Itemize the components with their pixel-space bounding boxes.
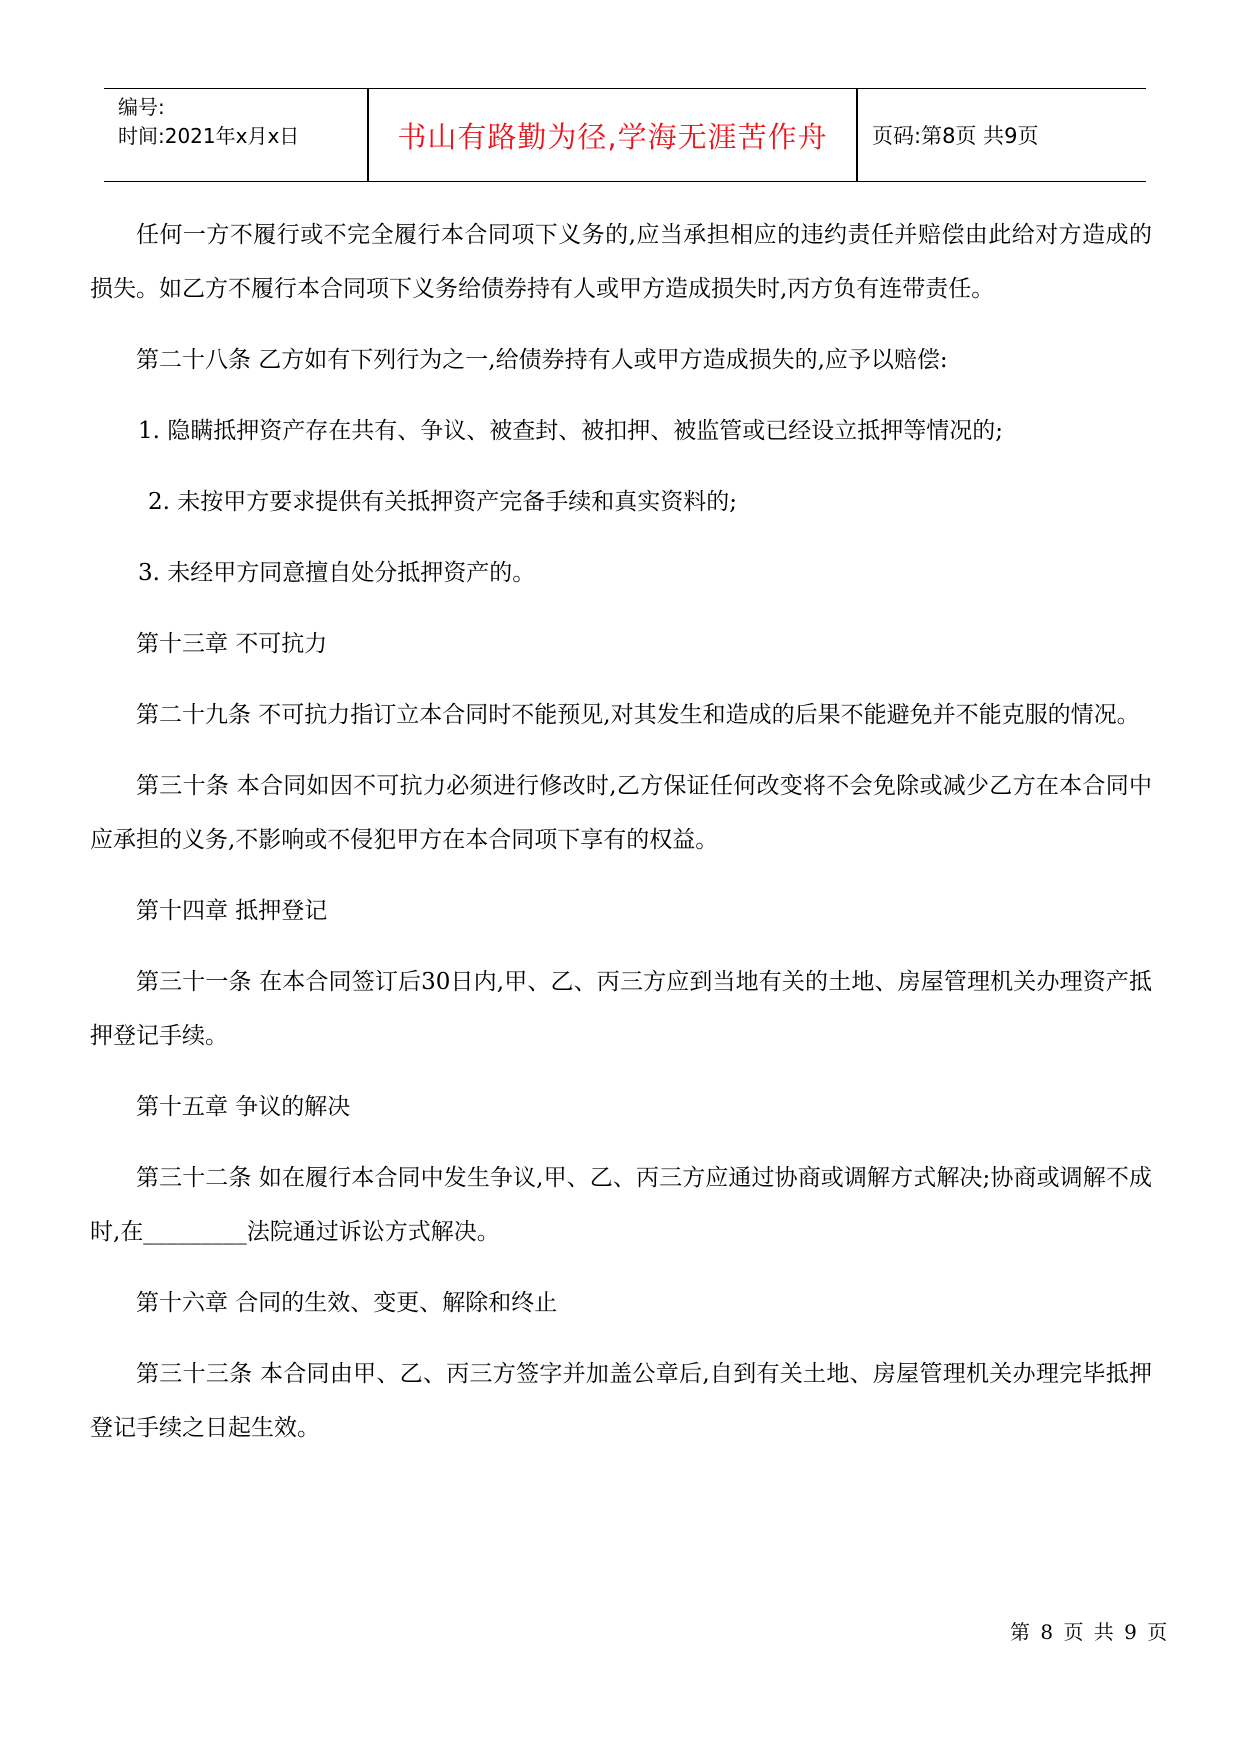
header-meta bbox=[118, 93, 368, 151]
list-item: 1. 隐瞒抵押资产存在共有、争议、被查封、被扣押、被监管或已经设立抵押等情况的; bbox=[138, 418, 1004, 444]
header-divider bbox=[856, 89, 858, 181]
document-time-label: 时间:2021年x月x日 bbox=[118, 124, 300, 148]
chapter-heading: 第十三章 不可抗力 bbox=[136, 631, 328, 657]
list-item: 2. 未按甲方要求提供有关抵押资产完备手续和真实资料的; bbox=[148, 489, 738, 515]
article-31: 第三十一条 在本合同签订后30日内,甲、乙、丙三方应到当地有关的土地、房屋管理机关办理资产抵押登记手续。 bbox=[90, 969, 1152, 1049]
article-29: 第二十九条 不可抗力指订立本合同时不能预见,对其发生和造成的后果不能避免并不能克服的情况。 bbox=[136, 702, 1140, 728]
article-28: 第二十八条 乙方如有下列行为之一,给债券持有人或甲方造成损失的,应予以赔偿: bbox=[136, 347, 948, 373]
chapter-heading: 第十四章 抵押登记 bbox=[136, 898, 328, 924]
article-33: 第三十三条 本合同由甲、乙、丙三方签字并加盖公章后,自到有关土地、房屋管理机关办理完毕抵押登记手续之日起生效。 bbox=[90, 1361, 1152, 1441]
article-30: 第三十条 本合同如因不可抗力必须进行修改时,乙方保证任何改变将不会免除或减少乙方在本合同中应承担的义务,不影响或不侵犯甲方在本合同项下享有的权益。 bbox=[90, 773, 1152, 853]
page-footer: 第 8 页 共 9 页 bbox=[1010, 1620, 1170, 1644]
document-body bbox=[90, 208, 1152, 1472]
article-32: 第三十二条 如在履行本合同中发生争议,甲、乙、丙三方应通过协商或调解方式解决;协商或调解不成时,在_________法院通过诉讼方式解决。 bbox=[90, 1165, 1152, 1245]
header-motto: 书山有路勤为径,学海无涯苦作舟 bbox=[397, 119, 828, 154]
chapter-heading: 第十六章 合同的生效、变更、解除和终止 bbox=[136, 1290, 558, 1316]
header-page-number: 页码:第8页 共9页 bbox=[872, 124, 1039, 148]
document-number-label: 编号: bbox=[118, 95, 165, 119]
list-item: 3. 未经甲方同意擅自处分抵押资产的。 bbox=[138, 560, 536, 586]
paragraph: 任何一方不履行或不完全履行本合同项下义务的,应当承担相应的违约责任并赔偿由此给对方造成的损失。如乙方不履行本合同项下义务给债券持有人或甲方造成损失时,丙方负有连带责任。 bbox=[90, 222, 1152, 302]
chapter-heading: 第十五章 争议的解决 bbox=[136, 1094, 351, 1120]
page-header bbox=[104, 88, 1146, 182]
